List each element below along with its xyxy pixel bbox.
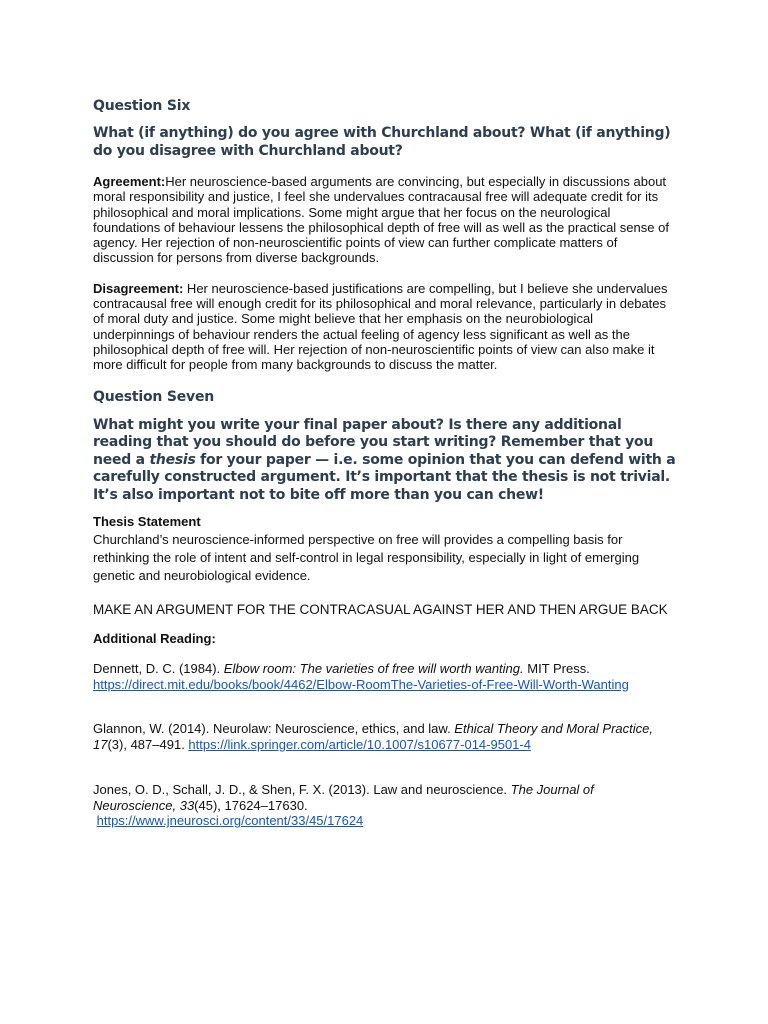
reference-link[interactable]: https://link.springer.com/article/10.1007/s10677-014-9501-4 [188, 736, 531, 752]
document-page [93, 96, 678, 829]
reference-item [93, 782, 678, 829]
reference-item [93, 721, 678, 752]
reference-title: The Journal of Neuroscience, 33 [93, 782, 594, 813]
question-seven-prompt-emphasis: thesis [149, 451, 196, 468]
question-six-title: Question Six [93, 98, 191, 114]
reference-publisher: (45), 17624–17630. [194, 797, 308, 813]
reference-link[interactable]: https://direct.mit.edu/books/book/4462/Elbow-RoomThe-Varieties-of-Free-Will-Worth-Wanting [93, 676, 629, 692]
question-seven-prompt [93, 417, 678, 505]
reference-authors: Dennett, D. C. (1984). [93, 661, 224, 677]
question-seven-title: Question Seven [93, 388, 215, 405]
question-six-prompt: What (if anything) do you agree with Churchland about? What (if anything) do you disagree with Churchland about? [93, 125, 671, 159]
disagreement-paragraph [93, 281, 678, 373]
reference-authors: Glannon, W. (2014). Neurolaw: Neuroscience, ethics, and law. [93, 721, 455, 737]
reference-title: Ethical Theory and Moral Practice, 17 [93, 721, 653, 752]
agreement-text: Her neuroscience-based arguments are convincing, but especially in discussions about moral responsibility and justice, I feel she undervalues contracausal free will adequate credit for its philosophical and moral implications. Some might argue that her focus on the neurological foundations of behaviour lessens the philosophical depth of free will as well as the practical sense of agency. Her rejection of non-neuroscientific points of view can further complicate matters of discussion for persons from diverse backgrounds. [93, 174, 669, 266]
thesis-text: Churchland’s neuroscience-informed perspective on free will provides a compelling basis for rethinking the role of intent and self-control in legal responsibility, especially in light of emerging genetic and neurobiological evidence. [93, 532, 640, 584]
reference-publisher: (3), 487–491. [107, 736, 189, 752]
reference-publisher: MIT Press. [523, 661, 590, 677]
question-seven-prompt-part1: What might you write your final paper about? Is there any additional reading that you should do before you start writing? Remember that you need a [93, 416, 654, 468]
thesis-heading: Thesis Statement [93, 514, 201, 530]
note-text: MAKE AN ARGUMENT FOR THE CONTRACASUAL AGAINST HER AND THEN ARGUE BACK [93, 602, 668, 618]
reference-link[interactable]: https://www.jneurosci.org/content/33/45/17624 [96, 813, 364, 829]
agreement-label: Agreement: [93, 174, 166, 189]
question-seven-prompt-part2: for your paper — i.e. some opinion that you can defend with a carefully constructed argument. It’s important that the thesis is not trivial. It’s also important not to bite off more than you can chew! [93, 451, 676, 503]
disagreement-label: Disagreement: [93, 280, 184, 296]
disagreement-text: Her neuroscience-based justifications are compelling, but I believe she undervalues contracausal free will enough credit for its philosophical and moral relevance, particularly in debates of moral duty and justice. Some might believe that her emphasis on the neurobiological underpinnings of behaviour renders the actual feeling of agency less significant as well as the philosophical depth of free will. Her rejection of non-neuroscientific points of view can also make it more difficult for people from many backgrounds to discuss the matter. [93, 280, 668, 373]
reference-title: Elbow room: The varieties of free will worth wanting. [223, 661, 524, 677]
reference-authors: Jones, O. D., Schall, J. D., & Shen, F. X. (2013). Law and neuroscience. [93, 782, 511, 798]
reference-item [93, 661, 678, 692]
agreement-paragraph [93, 174, 678, 266]
additional-reading-heading: Additional Reading: [93, 631, 216, 647]
